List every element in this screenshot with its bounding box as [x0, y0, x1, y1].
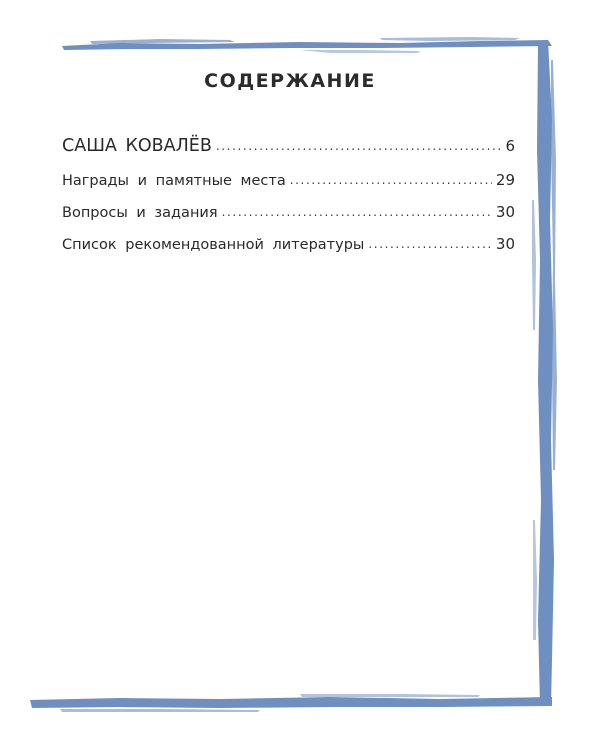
- toc-entry[interactable]: [62, 196, 515, 228]
- dot-leader: [290, 164, 492, 196]
- dot-leader: [222, 196, 492, 228]
- page-title: СОДЕРЖАНИЕ: [204, 70, 376, 92]
- toc-entry[interactable]: [62, 228, 515, 260]
- toc-entry-title: Награды и памятные места: [62, 173, 286, 189]
- toc-entry-page-number: 30: [495, 203, 515, 221]
- toc-entry-title: САША КОВАЛЁВ: [62, 136, 212, 156]
- toc-entry-page-number: 6: [505, 137, 515, 155]
- dot-leader: [368, 228, 492, 260]
- toc-entry-title: Вопросы и задания: [62, 205, 218, 221]
- table-of-contents: [62, 128, 515, 260]
- toc-entry[interactable]: [62, 128, 515, 164]
- toc-entry-page-number: 29: [495, 171, 515, 189]
- dot-leader: [216, 128, 502, 164]
- toc-entry-title: Список рекомендованной литературы: [62, 237, 365, 253]
- toc-entry-page-number: 30: [495, 235, 515, 253]
- toc-entry[interactable]: [62, 164, 515, 196]
